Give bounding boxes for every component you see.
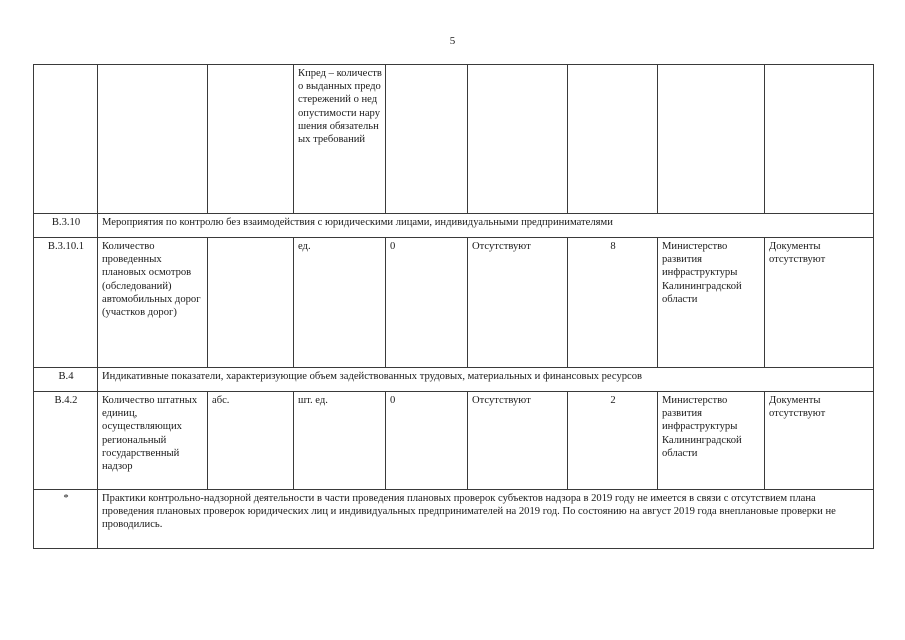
value-cell: 0 xyxy=(386,392,468,490)
value-cell: 0 xyxy=(386,238,468,368)
section-code: В.4 xyxy=(34,368,98,392)
status-cell: Отсутствуют xyxy=(468,238,568,368)
table-cell xyxy=(765,65,874,214)
number-cell: 8 xyxy=(568,238,658,368)
table-cell xyxy=(34,65,98,214)
indicators-table xyxy=(33,64,874,549)
table-cell xyxy=(568,65,658,214)
documents-cell: Документы отсутствуют xyxy=(765,392,874,490)
number-cell: 2 xyxy=(568,392,658,490)
documents-cell: Документы отсутствуют xyxy=(765,238,874,368)
table-cell xyxy=(386,65,468,214)
note-mark: * xyxy=(34,490,98,549)
unit-cell: ед. xyxy=(294,238,386,368)
table-cell xyxy=(468,65,568,214)
ministry-cell: Министерство развития инфраструктуры Калининградской области xyxy=(658,238,765,368)
formula-cell xyxy=(208,238,294,368)
table-cell xyxy=(658,65,765,214)
formula-cell: Кпред – количество выданных предостережений о недопустимости нарушения обязательных требований xyxy=(294,65,386,214)
indicator-name: Количество проведенных плановых осмотров (обследований) автомобильных дорог (участков дорог) xyxy=(98,238,208,368)
section-title: Индикативные показатели, характеризующие объем задействованных трудовых, материальных и финансовых ресурсов xyxy=(98,368,874,392)
unit-cell: шт. ед. xyxy=(294,392,386,490)
table-row xyxy=(34,392,874,490)
status-cell: Отсутствуют xyxy=(468,392,568,490)
section-code: В.3.10 xyxy=(34,214,98,238)
table-cell xyxy=(98,65,208,214)
row-code: В.4.2 xyxy=(34,392,98,490)
page-number: 5 xyxy=(449,35,456,47)
section-row xyxy=(34,214,874,238)
formula-cell: абс. xyxy=(208,392,294,490)
section-row xyxy=(34,368,874,392)
indicator-name: Количество штатных единиц, осуществляющих региональный государственный надзор xyxy=(98,392,208,490)
table-row xyxy=(34,238,874,368)
section-title: Мероприятия по контролю без взаимодействия с юридическими лицами, индивидуальными предпринимателями xyxy=(98,214,874,238)
row-code: В.3.10.1 xyxy=(34,238,98,368)
table-row xyxy=(34,65,874,214)
note-row xyxy=(34,490,874,549)
ministry-cell: Министерство развития инфраструктуры Калининградской области xyxy=(658,392,765,490)
table-cell xyxy=(208,65,294,214)
note-text: Практики контрольно-надзорной деятельности в части проведения плановых проверок субъектов надзора в 2019 году не имеется в связи с отсутствием плана проведения плановых проверок юридических лиц и индивидуальных предпринимателей на 2019 год. По состоянию на август 2019 года внеплановые проверки не проводились. xyxy=(98,490,874,549)
